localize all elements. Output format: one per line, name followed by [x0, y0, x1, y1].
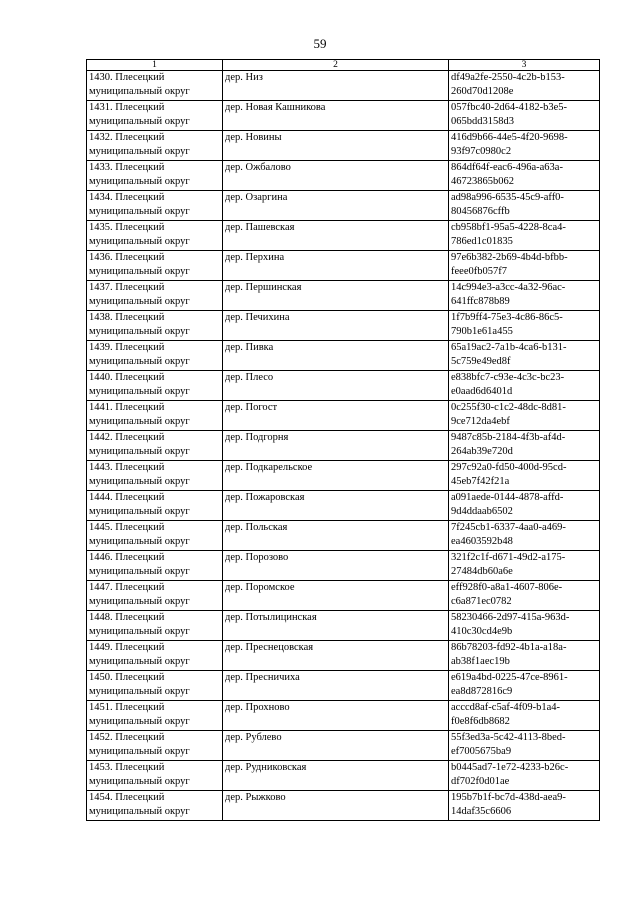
- district-cell-line: муниципальный округ: [89, 116, 190, 127]
- settlement-cell: дер. Перхина: [223, 251, 449, 281]
- settlement-cell: дер. Озаргина: [223, 191, 449, 221]
- guid-cell-line: ad98a996-6535-45c9-aff0-: [451, 192, 564, 203]
- district-cell-line: муниципальный округ: [89, 146, 190, 157]
- settlement-cell: дер. Преснецовская: [223, 641, 449, 671]
- guid-cell-line: 9487c85b-2184-4f3b-af4d-: [451, 432, 566, 443]
- guid-cell-line: 641ffc878b89: [451, 296, 510, 307]
- guid-cell-line: 321f2c1f-d671-49d2-a175-: [451, 552, 566, 563]
- district-cell-line: 1449. Плесецкий: [89, 642, 165, 653]
- guid-cell: [449, 101, 600, 131]
- district-cell: [87, 401, 223, 431]
- district-cell-line: муниципальный округ: [89, 656, 190, 667]
- district-cell-line: 1453. Плесецкий: [89, 762, 165, 773]
- district-cell-line: муниципальный округ: [89, 236, 190, 247]
- district-cell-line: муниципальный округ: [89, 626, 190, 637]
- table-row: [87, 281, 600, 311]
- district-cell-line: 1445. Плесецкий: [89, 522, 165, 533]
- guid-cell-line: 93f97c0980c2: [451, 146, 512, 157]
- district-cell-line: муниципальный округ: [89, 86, 190, 97]
- table-row: [87, 671, 600, 701]
- district-cell-line: 1432. Плесецкий: [89, 132, 165, 143]
- guid-cell-line: 65a19ac2-7a1b-4ca6-b131-: [451, 342, 567, 353]
- district-cell: [87, 131, 223, 161]
- guid-cell-line: 55f3ed3a-5c42-4113-8bed-: [451, 732, 566, 743]
- guid-cell-line: ea4603592b48: [451, 536, 513, 547]
- guid-cell: [449, 581, 600, 611]
- guid-cell-line: 46723865b062: [451, 176, 514, 187]
- guid-cell: [449, 191, 600, 221]
- district-cell-line: 1440. Плесецкий: [89, 372, 165, 383]
- district-cell: [87, 251, 223, 281]
- district-cell: [87, 551, 223, 581]
- settlement-cell: дер. Низ: [223, 71, 449, 101]
- table-row: [87, 71, 600, 101]
- guid-cell-line: e838bfc7-c93e-4c3c-bc23-: [451, 372, 565, 383]
- column-header-1: 1: [87, 60, 223, 71]
- guid-cell-line: 27484db60a6e: [451, 566, 513, 577]
- settlement-cell: дер. Погост: [223, 401, 449, 431]
- district-cell: [87, 371, 223, 401]
- table-row: [87, 491, 600, 521]
- guid-cell-line: e619a4bd-0225-47ce-8961-: [451, 672, 568, 683]
- settlement-cell: дер. Ожбалово: [223, 161, 449, 191]
- district-cell-line: муниципальный округ: [89, 296, 190, 307]
- table-row: [87, 551, 600, 581]
- district-cell: [87, 671, 223, 701]
- district-cell-line: 1430. Плесецкий: [89, 72, 165, 83]
- district-cell-line: 1434. Плесецкий: [89, 192, 165, 203]
- district-cell-line: муниципальный округ: [89, 716, 190, 727]
- district-cell: [87, 731, 223, 761]
- district-cell-line: муниципальный округ: [89, 506, 190, 517]
- guid-cell: [449, 131, 600, 161]
- district-cell: [87, 761, 223, 791]
- district-cell-line: муниципальный округ: [89, 686, 190, 697]
- district-cell-line: 1452. Плесецкий: [89, 732, 165, 743]
- guid-cell: [449, 491, 600, 521]
- district-cell-line: муниципальный округ: [89, 776, 190, 787]
- district-cell-line: 1450. Плесецкий: [89, 672, 165, 683]
- district-cell: [87, 71, 223, 101]
- table-row: [87, 701, 600, 731]
- guid-cell-line: cb958bf1-95a5-4228-8ca4-: [451, 222, 566, 233]
- column-header-2: 2: [223, 60, 449, 71]
- guid-cell: [449, 431, 600, 461]
- table-row: [87, 371, 600, 401]
- guid-cell-line: 1f7b9ff4-75e3-4c86-86c5-: [451, 312, 563, 323]
- district-cell-line: муниципальный округ: [89, 386, 190, 397]
- district-cell-line: муниципальный округ: [89, 416, 190, 427]
- district-cell-line: 1448. Плесецкий: [89, 612, 165, 623]
- district-cell: [87, 581, 223, 611]
- table-header: [87, 60, 600, 71]
- district-cell-line: 1446. Плесецкий: [89, 552, 165, 563]
- settlement-cell: дер. Порозово: [223, 551, 449, 581]
- district-cell-line: муниципальный округ: [89, 446, 190, 457]
- guid-cell-line: 14c994e3-a3cc-4a32-96ac-: [451, 282, 566, 293]
- guid-cell-line: ea8d872816c9: [451, 686, 513, 697]
- guid-cell-line: 0c255f30-c1c2-48dc-8d81-: [451, 402, 566, 413]
- guid-cell-line: 5c759e49ed8f: [451, 356, 511, 367]
- guid-cell: [449, 701, 600, 731]
- district-cell-line: муниципальный округ: [89, 176, 190, 187]
- guid-cell-line: 86b78203-fd92-4b1a-a18a-: [451, 642, 567, 653]
- guid-cell: [449, 641, 600, 671]
- district-cell-line: 1447. Плесецкий: [89, 582, 165, 593]
- table-row: [87, 131, 600, 161]
- guid-cell: [449, 71, 600, 101]
- guid-cell-line: f0e8f6db8682: [451, 716, 510, 727]
- guid-cell-line: 260d70d1208e: [451, 86, 514, 97]
- guid-cell: [449, 401, 600, 431]
- table-row: [87, 191, 600, 221]
- district-cell-line: 1441. Плесецкий: [89, 402, 165, 413]
- header-row: [87, 60, 600, 71]
- district-cell-line: муниципальный округ: [89, 476, 190, 487]
- guid-cell-line: feee0fb057f7: [451, 266, 507, 277]
- guid-cell: [449, 311, 600, 341]
- settlement-registry-table: [86, 59, 600, 821]
- table-row: [87, 611, 600, 641]
- table-row: [87, 101, 600, 131]
- guid-cell-line: 297c92a0-fd50-400d-95cd-: [451, 462, 567, 473]
- guid-cell-line: df702f0d01ae: [451, 776, 510, 787]
- guid-cell-line: 264ab39e720d: [451, 446, 513, 457]
- settlement-cell: дер. Подгорня: [223, 431, 449, 461]
- guid-cell-line: 416d9b66-44e5-4f20-9698-: [451, 132, 568, 143]
- settlement-cell: дер. Новины: [223, 131, 449, 161]
- guid-cell: [449, 731, 600, 761]
- table-row: [87, 341, 600, 371]
- guid-cell-line: 057fbc40-2d64-4182-b3e5-: [451, 102, 568, 113]
- guid-cell: [449, 341, 600, 371]
- district-cell-line: 1433. Плесецкий: [89, 162, 165, 173]
- guid-cell-line: 9d4ddaab6502: [451, 506, 513, 517]
- district-cell: [87, 641, 223, 671]
- guid-cell-line: acccd8af-c5af-4f09-b1a4-: [451, 702, 561, 713]
- settlement-cell: дер. Новая Кашникова: [223, 101, 449, 131]
- guid-cell: [449, 461, 600, 491]
- district-cell-line: муниципальный округ: [89, 746, 190, 757]
- district-cell-line: 1439. Плесецкий: [89, 342, 165, 353]
- district-cell-line: 1438. Плесецкий: [89, 312, 165, 323]
- guid-cell-line: 864df64f-eac6-496a-a63a-: [451, 162, 563, 173]
- guid-cell: [449, 161, 600, 191]
- district-cell-line: муниципальный округ: [89, 806, 190, 817]
- column-header-3: 3: [449, 60, 600, 71]
- guid-cell-line: 7f245cb1-6337-4aa0-a469-: [451, 522, 566, 533]
- table-row: [87, 221, 600, 251]
- guid-cell-line: a091aede-0144-4878-affd-: [451, 492, 564, 503]
- settlement-cell: дер. Пожаровская: [223, 491, 449, 521]
- district-cell-line: муниципальный округ: [89, 326, 190, 337]
- district-cell: [87, 701, 223, 731]
- guid-cell: [449, 221, 600, 251]
- guid-cell: [449, 671, 600, 701]
- district-cell: [87, 791, 223, 821]
- guid-cell-line: df49a2fe-2550-4c2b-b153-: [451, 72, 565, 83]
- district-cell-line: 1451. Плесецкий: [89, 702, 165, 713]
- district-cell-line: муниципальный округ: [89, 206, 190, 217]
- guid-cell: [449, 251, 600, 281]
- district-cell: [87, 431, 223, 461]
- guid-cell-line: 9ce712da4ebf: [451, 416, 510, 427]
- guid-cell: [449, 551, 600, 581]
- settlement-cell: дер. Поромское: [223, 581, 449, 611]
- guid-cell-line: e0aad6d6401d: [451, 386, 513, 397]
- district-cell-line: 1436. Плесецкий: [89, 252, 165, 263]
- table-row: [87, 761, 600, 791]
- guid-cell-line: ab38f1aec19b: [451, 656, 510, 667]
- guid-cell: [449, 791, 600, 821]
- guid-cell-line: 786ed1c01835: [451, 236, 513, 247]
- district-cell-line: муниципальный округ: [89, 356, 190, 367]
- district-cell-line: 1444. Плесецкий: [89, 492, 165, 503]
- table-row: [87, 431, 600, 461]
- table-row: [87, 161, 600, 191]
- table-row: [87, 311, 600, 341]
- settlement-cell: дер. Пресничиха: [223, 671, 449, 701]
- settlement-cell: дер. Прохново: [223, 701, 449, 731]
- district-cell: [87, 341, 223, 371]
- guid-cell-line: 80456876cffb: [451, 206, 510, 217]
- district-cell: [87, 491, 223, 521]
- district-cell-line: 1442. Плесецкий: [89, 432, 165, 443]
- guid-cell-line: ef7005675ba9: [451, 746, 512, 757]
- guid-cell: [449, 371, 600, 401]
- guid-cell-line: 790b1e61a455: [451, 326, 513, 337]
- guid-cell-line: 14daf35c6606: [451, 806, 512, 817]
- table-row: [87, 731, 600, 761]
- guid-cell-line: 410c30cd4e9b: [451, 626, 513, 637]
- table-row: [87, 791, 600, 821]
- guid-cell-line: 97e6b382-2b69-4b4d-bfbb-: [451, 252, 568, 263]
- settlement-cell: дер. Плесо: [223, 371, 449, 401]
- table-row: [87, 581, 600, 611]
- guid-cell: [449, 281, 600, 311]
- settlement-cell: дер. Першинская: [223, 281, 449, 311]
- district-cell: [87, 311, 223, 341]
- district-cell-line: муниципальный округ: [89, 596, 190, 607]
- district-cell-line: 1454. Плесецкий: [89, 792, 165, 803]
- district-cell-line: 1437. Плесецкий: [89, 282, 165, 293]
- table-row: [87, 521, 600, 551]
- guid-cell-line: c6a871ec0782: [451, 596, 512, 607]
- guid-cell-line: eff928f0-a8a1-4607-806e-: [451, 582, 563, 593]
- settlement-cell: дер. Печихина: [223, 311, 449, 341]
- district-cell-line: 1443. Плесецкий: [89, 462, 165, 473]
- district-cell: [87, 461, 223, 491]
- district-cell: [87, 221, 223, 251]
- district-cell-line: муниципальный округ: [89, 566, 190, 577]
- guid-cell: [449, 611, 600, 641]
- guid-cell-line: 58230466-2d97-415a-963d-: [451, 612, 570, 623]
- guid-cell: [449, 521, 600, 551]
- table-row: [87, 461, 600, 491]
- settlement-cell: дер. Подкарельское: [223, 461, 449, 491]
- settlement-cell: дер. Польская: [223, 521, 449, 551]
- district-cell: [87, 611, 223, 641]
- district-cell: [87, 281, 223, 311]
- settlement-cell: дер. Рублево: [223, 731, 449, 761]
- district-cell-line: муниципальный округ: [89, 266, 190, 277]
- table-row: [87, 401, 600, 431]
- page-number: 59: [313, 36, 327, 51]
- settlement-cell: дер. Пивка: [223, 341, 449, 371]
- table-row: [87, 251, 600, 281]
- settlement-cell: дер. Потылицинская: [223, 611, 449, 641]
- guid-cell-line: 45eb7f42f21a: [451, 476, 510, 487]
- settlement-cell: дер. Пашевская: [223, 221, 449, 251]
- table-body: [87, 71, 600, 821]
- guid-cell-line: 195b7b1f-bc7d-438d-aea9-: [451, 792, 566, 803]
- district-cell-line: 1431. Плесецкий: [89, 102, 165, 113]
- guid-cell: [449, 761, 600, 791]
- district-cell: [87, 101, 223, 131]
- district-cell-line: 1435. Плесецкий: [89, 222, 165, 233]
- district-cell-line: муниципальный округ: [89, 536, 190, 547]
- guid-cell-line: 065bdd3158d3: [451, 116, 514, 127]
- settlement-cell: дер. Рудниковская: [223, 761, 449, 791]
- guid-cell-line: b0445ad7-1e72-4233-b26c-: [451, 762, 569, 773]
- settlement-cell: дер. Рыжково: [223, 791, 449, 821]
- district-cell: [87, 521, 223, 551]
- district-cell: [87, 161, 223, 191]
- table-row: [87, 641, 600, 671]
- district-cell: [87, 191, 223, 221]
